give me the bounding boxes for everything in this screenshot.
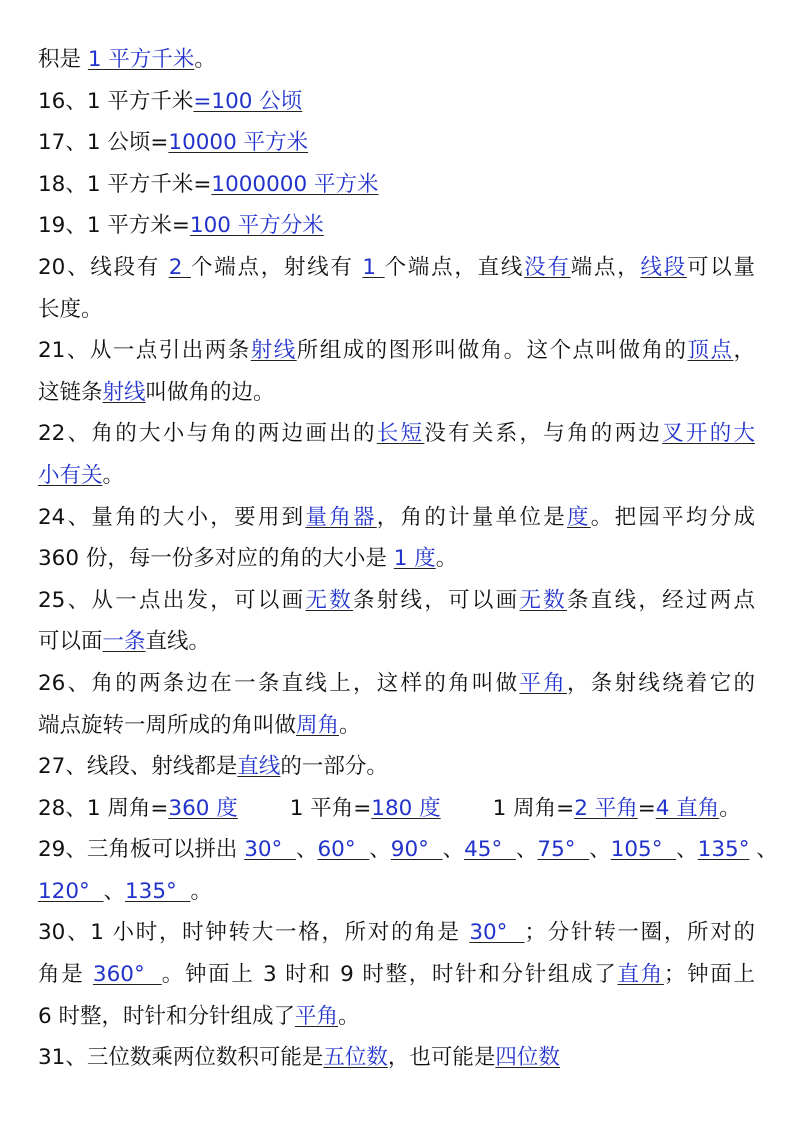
answer-text: 30°: [469, 920, 525, 946]
question-text: 29、三角板可以拼出: [38, 837, 245, 863]
question-text: 所组成的图形叫做角。这个点叫做角的: [296, 338, 688, 364]
answer-text: 五位数: [323, 1045, 388, 1071]
answer-text: 度: [567, 504, 591, 530]
question-text: 直线。: [145, 629, 211, 655]
question-text: 17、1 公顷=: [38, 130, 169, 156]
question-text: 21、从一点引出两条: [38, 338, 251, 364]
question-text: 1 周角=: [492, 795, 575, 821]
answer-text: 无数: [519, 587, 568, 613]
text-line: [38, 289, 755, 331]
answer-text: 90°: [390, 837, 443, 863]
text-line: [38, 164, 755, 206]
question-text: 。: [719, 795, 741, 821]
question-text: 26、角的两条边在一条直线上，这样的角叫做: [38, 670, 520, 696]
answer-text: 180 度: [371, 795, 441, 821]
answer-text: 没有: [524, 254, 571, 280]
text-line: [38, 497, 755, 539]
question-text: ；分针转一圈，所对的: [524, 920, 755, 946]
question-text: 。: [190, 878, 212, 904]
answer-text: 直线: [237, 754, 281, 780]
question-text: 360 份，每一份多对应的角的大小是: [38, 546, 394, 572]
question-text: 18、1 平方千米=: [38, 171, 212, 197]
answer-text: 量角器: [305, 504, 377, 530]
answer-text: 360°: [92, 962, 162, 988]
question-text: 没有关系，与角的两边: [424, 421, 663, 447]
question-text: ；钟面上: [663, 962, 755, 988]
question-text: 。: [339, 712, 361, 738]
question-text: =: [637, 795, 656, 821]
question-text: 个端点，射线有: [191, 254, 363, 280]
answer-text: 120°: [38, 878, 104, 904]
question-text: 可以面: [38, 629, 103, 655]
question-text: 、: [749, 837, 778, 863]
text-line: [38, 39, 755, 81]
question-text: 24、量角的大小，要用到: [38, 504, 306, 530]
question-text: 20、线段有: [38, 254, 169, 280]
answer-text: 1: [362, 254, 385, 280]
answer-text: 顶点: [687, 338, 734, 364]
answer-text: 一条: [102, 629, 146, 655]
text-line: [38, 372, 755, 414]
text-line: [38, 1037, 755, 1079]
text-line: [38, 205, 755, 247]
text-line: [38, 954, 755, 996]
answer-text: 75°: [537, 837, 590, 863]
question-text: ，角的计量单位是: [376, 504, 568, 530]
question-text: 。: [102, 462, 125, 488]
question-text: 、: [589, 837, 611, 863]
answer-text: 周角: [296, 712, 340, 738]
text-line: [38, 746, 755, 788]
question-text: ，条射线绕着它的: [567, 670, 755, 696]
answer-text: 45°: [464, 837, 516, 863]
question-text: 。钟面上 3 时和 9 时整，时针和分针组成了: [161, 962, 618, 988]
answer-text: 平角: [295, 1003, 339, 1029]
answer-text: =100 公顷: [193, 88, 303, 114]
question-text: 角是: [38, 962, 93, 988]
question-text: 6 时整，时针和分针组成了: [38, 1003, 296, 1029]
answer-text: 1 平方千米: [87, 47, 195, 72]
answer-text: 2 平角: [574, 795, 638, 821]
text-line: [38, 912, 755, 954]
question-text: 积是: [38, 47, 88, 72]
text-line: [38, 330, 755, 372]
question-text: 端点，: [570, 254, 641, 280]
answer-text: 无数: [305, 587, 353, 613]
question-text: 28、1 周角=: [38, 795, 169, 821]
question-text: 19、1 平方米=: [38, 213, 190, 239]
text-line: [38, 81, 755, 123]
question-text: 、: [676, 837, 698, 863]
question-text: 。把园平均分成: [590, 504, 755, 530]
answer-text: 平角: [519, 670, 568, 696]
question-text: 25、从一点出发，可以画: [38, 587, 306, 613]
answer-text: 四位数: [495, 1045, 560, 1071]
text-line: [38, 788, 755, 830]
answer-text: 直角: [617, 962, 664, 988]
question-text: 16、1 平方千米: [38, 88, 194, 114]
text-line: [38, 413, 755, 455]
question-text: ，: [733, 338, 755, 364]
question-text: 叫做角的边。: [145, 379, 275, 405]
answer-text: 1000000 平方米: [211, 171, 379, 197]
answer-text: 2: [168, 254, 191, 280]
question-text: 条直线，经过两点: [567, 587, 755, 613]
text-line: [38, 621, 755, 663]
question-text: 30、1 小时，时钟转大一格，所对的角是: [38, 920, 470, 946]
question-text: 个端点，直线: [384, 254, 525, 280]
answer-text: 135°: [697, 837, 750, 863]
answer-text: 135°: [124, 878, 191, 904]
answer-text: 线段: [640, 254, 687, 280]
question-text: ，也可能是: [387, 1045, 496, 1071]
question-text: 31、三位数乘两位数积可能是: [38, 1045, 324, 1071]
question-text: 。: [435, 546, 458, 572]
question-text: 、: [442, 837, 465, 863]
question-text: 。: [338, 1003, 360, 1029]
answer-text: 长短: [376, 421, 425, 447]
question-text: 。: [194, 47, 216, 72]
question-text: 可以量: [686, 254, 755, 280]
text-line: [38, 538, 755, 580]
question-text: 、: [369, 837, 391, 863]
answer-text: 105°: [610, 837, 677, 863]
answer-text: 360 度: [168, 795, 238, 821]
answer-text: 1 度: [393, 546, 436, 572]
question-text: 端点旋转一周所成的角叫做: [38, 712, 297, 738]
answer-text: 小有关: [38, 462, 103, 488]
answer-text: 叉开的大: [662, 421, 755, 447]
question-text: 、: [295, 837, 318, 863]
text-line: [38, 455, 755, 497]
answer-text: 射线: [102, 379, 146, 405]
question-text: 、: [515, 837, 538, 863]
answer-text: 30°: [244, 837, 296, 863]
answer-text: 4 直角: [655, 795, 720, 821]
question-text: 这链条: [38, 379, 103, 405]
answer-text: 100 平方分米: [189, 213, 324, 239]
question-text: 的一部分。: [280, 754, 388, 780]
question-text: 、: [103, 878, 125, 904]
text-line: [38, 705, 755, 747]
answer-text: 10000 平方米: [168, 130, 309, 156]
text-line: [38, 829, 778, 871]
question-text: 条射线，可以画: [353, 587, 520, 613]
text-line: [38, 247, 755, 289]
text-line: [38, 996, 755, 1038]
text-line: [38, 122, 755, 164]
question-text: 27、线段、射线都是: [38, 754, 238, 780]
text-line: [38, 871, 755, 913]
question-text: 1 平角=: [289, 795, 372, 821]
answer-text: 射线: [250, 338, 297, 364]
answer-text: 60°: [317, 837, 370, 863]
question-text: 22、角的大小与角的两边画出的: [38, 421, 377, 447]
text-line: [38, 663, 755, 705]
text-line: [38, 580, 755, 622]
question-text: 长度。: [38, 296, 103, 322]
